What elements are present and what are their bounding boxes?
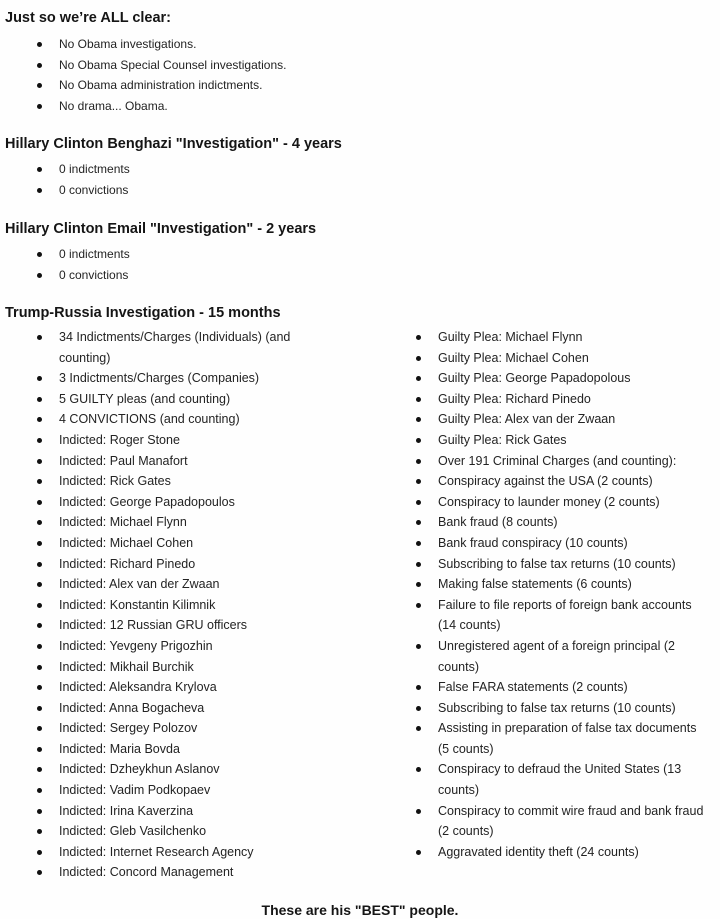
list-item: No Obama Special Counsel investigations. [35, 55, 375, 76]
list-item: Guilty Plea: Rick Gates [414, 430, 704, 451]
list-item: Indicted: Gleb Vasilchenko [35, 821, 340, 842]
list-item: 0 convictions [35, 265, 335, 286]
list-item: Failure to file reports of foreign bank accounts (14 counts) [414, 595, 704, 636]
list-item: Indicted: Michael Cohen [35, 533, 340, 554]
list-item: 0 convictions [35, 180, 335, 201]
list-item: Indicted: Irina Kaverzina [35, 801, 340, 822]
list-item: Indicted: Yevgeny Prigozhin [35, 636, 340, 657]
list-item: False FARA statements (2 counts) [414, 677, 704, 698]
list-item: Indicted: Dzheykhun Aslanov [35, 759, 340, 780]
list-item: 5 GUILTY pleas (and counting) [35, 389, 340, 410]
list-email [35, 244, 335, 285]
list-item: Indicted: Alex van der Zwaan [35, 574, 340, 595]
list-item: Conspiracy against the USA (2 counts) [414, 471, 704, 492]
list-item: Conspiracy to launder money (2 counts) [414, 492, 704, 513]
list-item: Indicted: Sergey Polozov [35, 718, 340, 739]
list-item: Conspiracy to defraud the United States (13 counts) [414, 759, 704, 800]
list-item: Indicted: George Papadopoulos [35, 492, 340, 513]
list-item: Indicted: Internet Research Agency [35, 842, 340, 863]
list-item: No Obama investigations. [35, 34, 375, 55]
list-item: Subscribing to false tax returns (10 counts) [414, 554, 704, 575]
list-item: Indicted: Vadim Podkopaev [35, 780, 340, 801]
list-item: Indicted: Richard Pinedo [35, 554, 340, 575]
list-item: 34 Indictments/Charges (Individuals) (and counting) [35, 327, 340, 368]
list-item: Guilty Plea: Richard Pinedo [414, 389, 704, 410]
section-heading-benghazi: Hillary Clinton Benghazi "Investigation" - 4 years [5, 136, 342, 152]
list-item: Assisting in preparation of false tax documents (5 counts) [414, 718, 704, 759]
list-item: Guilty Plea: Alex van der Zwaan [414, 409, 704, 430]
list-item: 0 indictments [35, 244, 335, 265]
list-item: Guilty Plea: Michael Flynn [414, 327, 704, 348]
list-item: No drama... Obama. [35, 96, 375, 117]
list-item: Aggravated identity theft (24 counts) [414, 842, 704, 863]
list-item: Indicted: Rick Gates [35, 471, 340, 492]
list-item: Making false statements (6 counts) [414, 574, 704, 595]
list-trump-russia-right [414, 327, 704, 862]
list-item: Indicted: 12 Russian GRU officers [35, 615, 340, 636]
section-heading-trump-russia: Trump-Russia Investigation - 15 months [5, 305, 281, 321]
list-obama [35, 34, 375, 116]
section-heading-email: Hillary Clinton Email "Investigation" - 2 years [5, 221, 317, 237]
list-item: 0 indictments [35, 159, 335, 180]
list-item: Indicted: Aleksandra Krylova [35, 677, 340, 698]
list-item: Bank fraud conspiracy (10 counts) [414, 533, 704, 554]
list-item: Indicted: Paul Manafort [35, 451, 340, 472]
list-item: Subscribing to false tax returns (10 counts) [414, 698, 704, 719]
list-item: Indicted: Roger Stone [35, 430, 340, 451]
list-item: Indicted: Concord Management [35, 862, 340, 883]
list-item: Indicted: Anna Bogacheva [35, 698, 340, 719]
list-item: Conspiracy to commit wire fraud and bank fraud (2 counts) [414, 801, 704, 842]
list-trump-russia-left [35, 327, 340, 883]
list-item: Guilty Plea: George Papadopolous [414, 368, 704, 389]
list-item: No Obama administration indictments. [35, 75, 375, 96]
list-item: Indicted: Maria Bovda [35, 739, 340, 760]
list-item: Guilty Plea: Michael Cohen [414, 348, 704, 369]
footer-caption: These are his "BEST" people. [261, 902, 459, 918]
list-item: Over 191 Criminal Charges (and counting): [414, 451, 704, 472]
list-item: Bank fraud (8 counts) [414, 512, 704, 533]
list-item: Indicted: Mikhail Burchik [35, 657, 340, 678]
list-item: Indicted: Konstantin Kilimnik [35, 595, 340, 616]
list-item: 4 CONVICTIONS (and counting) [35, 409, 340, 430]
list-benghazi [35, 159, 335, 200]
section-heading-obama: Just so we’re ALL clear: [5, 10, 172, 26]
list-item: Indicted: Michael Flynn [35, 512, 340, 533]
list-item: Unregistered agent of a foreign principal (2 counts) [414, 636, 704, 677]
list-item: 3 Indictments/Charges (Companies) [35, 368, 340, 389]
